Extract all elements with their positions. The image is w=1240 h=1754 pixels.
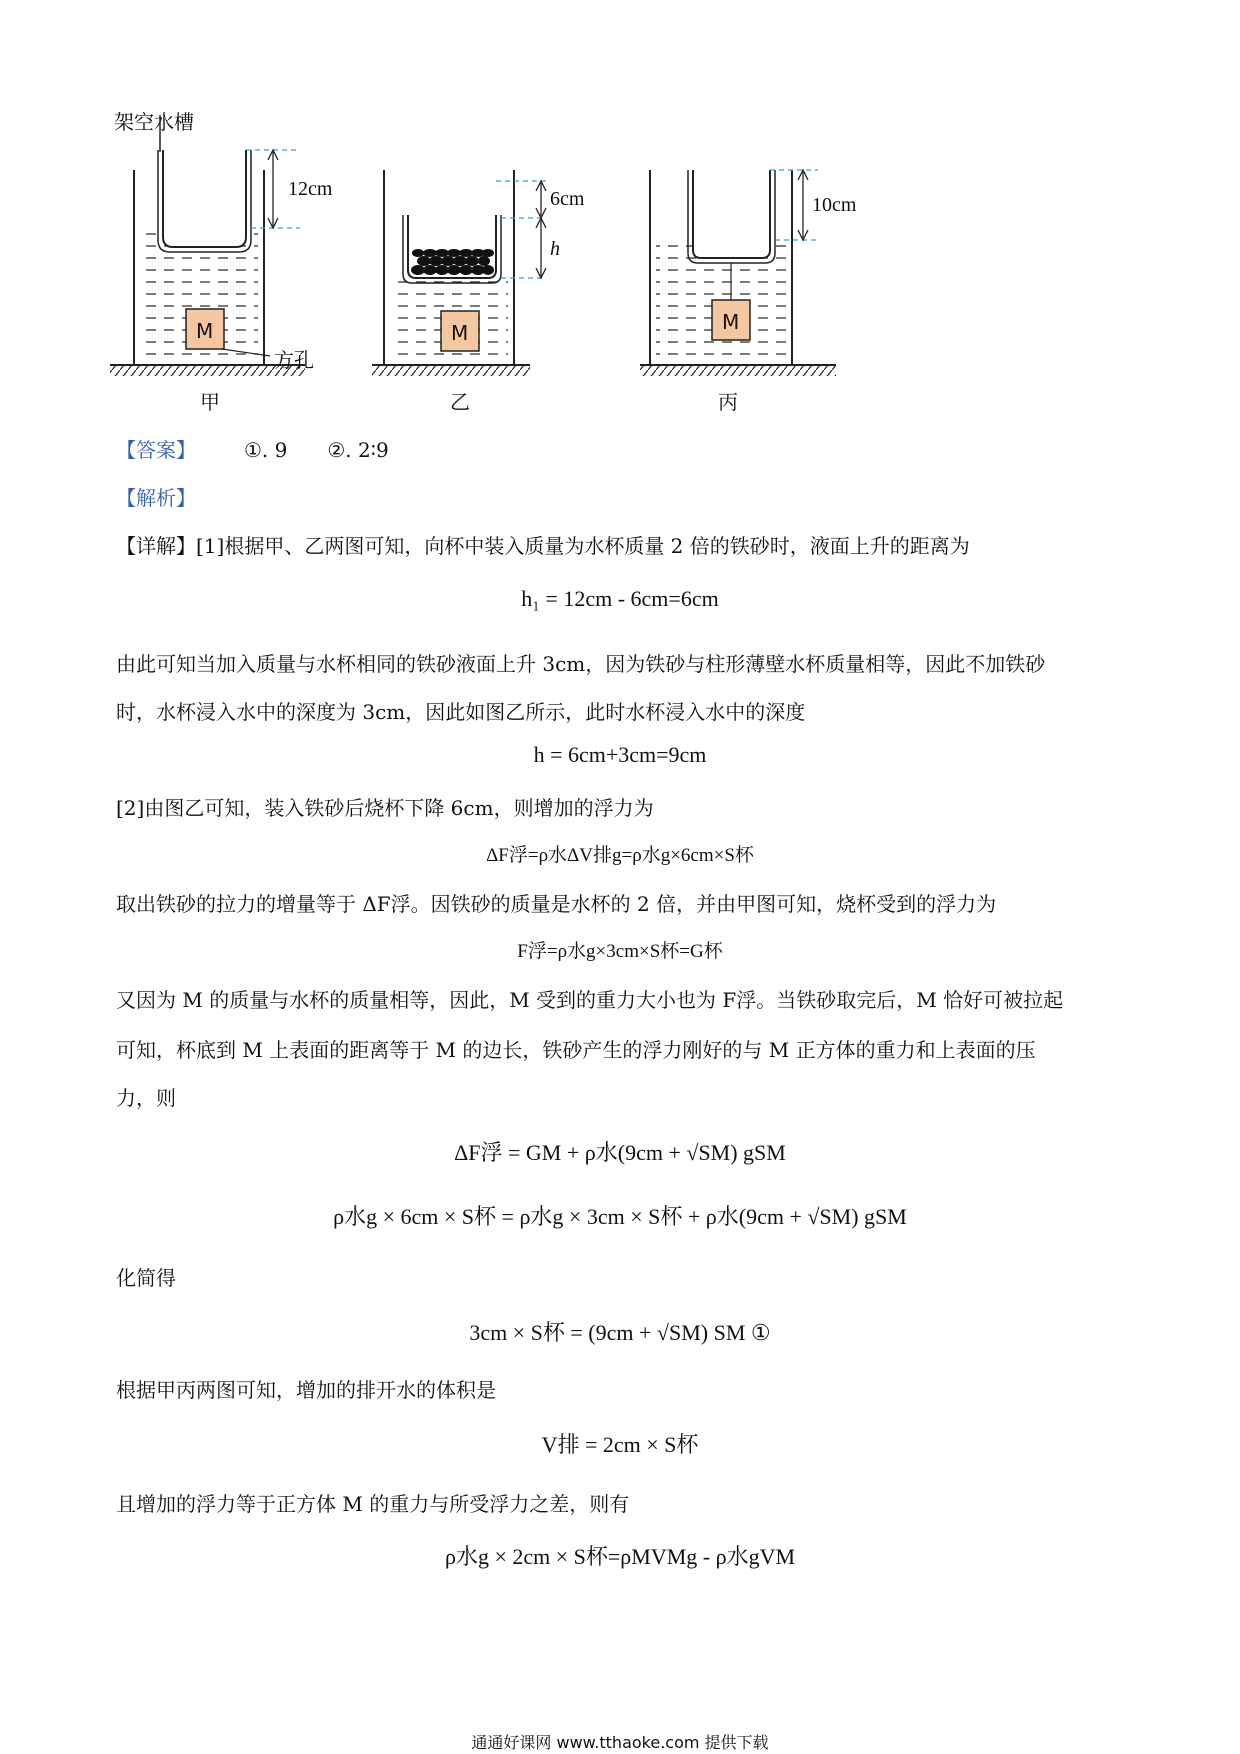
block-m-bing: M <box>722 310 740 334</box>
formula-1: h₁ = 12cm - 6cm=6cm <box>521 586 719 611</box>
text-line-3: 时，水杯浸入水中的深度为 3cm，因此如图乙所示，此时水杯浸入水中的深度 <box>116 700 806 724</box>
figure-area <box>0 0 1240 420</box>
block-m-jia: M <box>196 319 214 343</box>
block-m-yi: M <box>451 321 469 345</box>
dim-bing: 10cm <box>812 194 857 216</box>
answer-tag: 【答案】 <box>116 438 196 462</box>
text-line-7: 可知，杯底到 M 上表面的距离等于 M 的边长，铁砂产生的浮力刚好的与 M 正方体的重力和上表面的压 <box>116 1038 1036 1062</box>
formula-7: 3cm × S杯 = (9cm + √SM) SM ① <box>469 1320 771 1345</box>
page-footer: 通通好课网 www.tthaoke.com 提供下载 <box>471 1733 769 1752</box>
text-line-9: 化简得 <box>116 1266 176 1290</box>
experiment-diagram <box>0 0 1240 420</box>
text-line-10: 根据甲丙两图可知，增加的排开水的体积是 <box>116 1378 496 1402</box>
analysis-tag: 【解析】 <box>116 486 196 510</box>
text-line-4: [2]由图乙可知，装入铁砂后烧杯下降 6cm，则增加的浮力为 <box>116 796 654 820</box>
caption-jia: 甲 <box>200 390 220 414</box>
trough-label: 架空水槽 <box>114 110 194 134</box>
caption-bing: 丙 <box>718 390 738 414</box>
diagram-yi <box>372 170 546 376</box>
formula-6: ρ水g × 6cm × S杯 = ρ水g × 3cm × S杯 + ρ水(9cm + √SM) gSM <box>333 1204 907 1229</box>
text-line-6: 又因为 M 的质量与水杯的质量相等，因此，M 受到的重力大小也为 F浮。当铁砂取完后，M 恰好可被拉起 <box>116 988 1064 1012</box>
formula-9: ρ水g × 2cm × S杯=ρMVMg - ρ水gVM <box>444 1544 796 1569</box>
diagram-bing <box>640 170 836 376</box>
formula-8: V排 = 2cm × S杯 <box>541 1432 699 1457</box>
text-line-2: 由此可知当加入质量与水杯相同的铁砂液面上升 3cm，因为铁砂与柱形薄壁水杯质量相等，因此不加铁砂 <box>116 652 1046 676</box>
answer-value: ①. 9 ②. 2∶9 <box>244 438 389 462</box>
formula-3: ΔF浮=ρ水ΔV排g=ρ水g×6cm×S杯 <box>486 845 754 866</box>
text-line-11: 且增加的浮力等于正方体 M 的重力与所受浮力之差，则有 <box>116 1492 630 1516</box>
text-line-5: 取出铁砂的拉力的增量等于 ΔF浮。因铁砂的质量是水杯的 2 倍，并由甲图可知，烧杯受到的浮力为 <box>116 892 997 916</box>
hole-label: 方孔 <box>274 348 314 372</box>
formula-5: ΔF浮 = GM + ρ水(9cm + √SM) gSM <box>454 1140 786 1165</box>
dim-jia: 12cm <box>288 178 333 200</box>
caption-yi: 乙 <box>450 390 470 414</box>
text-line-8: 力，则 <box>116 1086 176 1110</box>
dim-yi-h: h <box>550 238 560 260</box>
formula-4: F浮=ρ水g×3cm×S杯=G杯 <box>517 941 723 962</box>
text-line-1: 【详解】[1]根据甲、乙两图可知，向杯中装入质量为水杯质量 2 倍的铁砂时，液面上升的距离为 <box>116 534 970 558</box>
dim-yi-top: 6cm <box>550 188 585 210</box>
formula-2: h = 6cm+3cm=9cm <box>533 742 707 767</box>
